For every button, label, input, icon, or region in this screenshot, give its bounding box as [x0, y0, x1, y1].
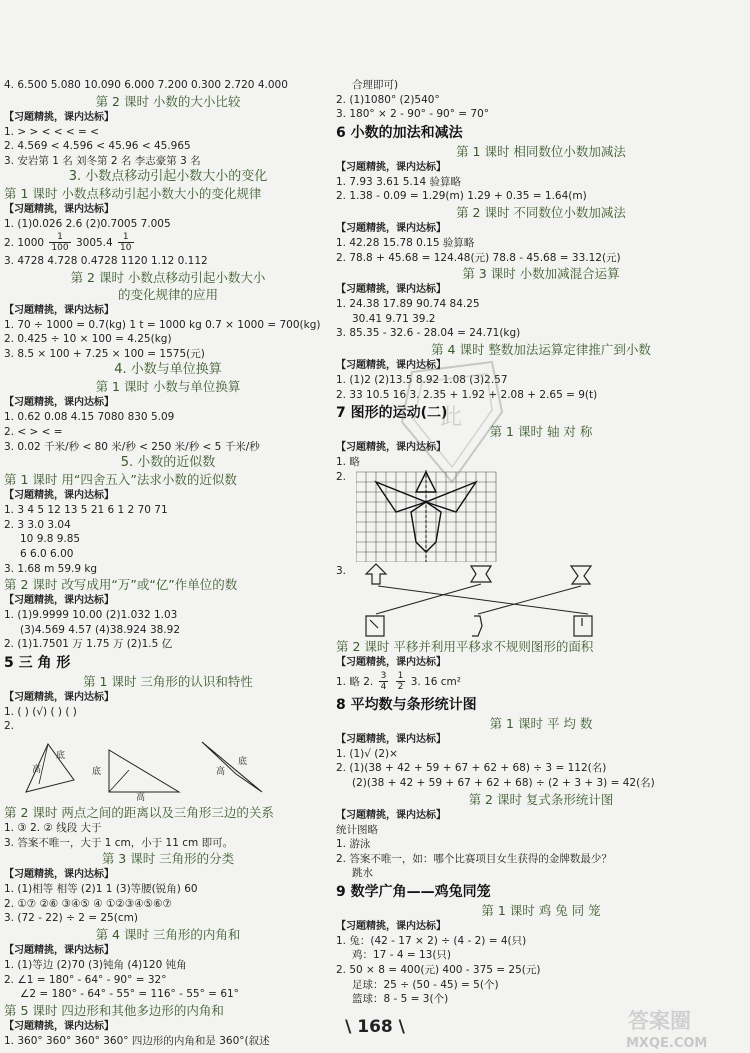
answer-line: 3. 8.5 × 100 + 7.25 × 100 = 1575(元) — [4, 347, 205, 360]
question-number: 3. — [336, 564, 347, 577]
lesson-heading: 第 1 课时 小数点移动引起小数大小的变化规律 — [4, 186, 262, 202]
lesson-heading: 第 1 课时 三角形的认识和特性 — [83, 673, 253, 689]
answer-line: 4. 6.500 5.080 10.090 6.000 7.200 0.300 2.720 4.000 — [4, 79, 288, 91]
section-heading: 4. 小数与单位换算 — [114, 362, 222, 378]
match-line-3 — [478, 586, 581, 614]
answer-line: 3. 4728 4.728 0.4728 1120 1.12 0.112 — [4, 254, 208, 267]
answer-line: 1. 360° 360° 360° 360° 四边形的内角和是 360°(叙述 — [4, 1034, 270, 1047]
answer-line: (3)4.569 4.57 (4)38.924 38.92 — [20, 623, 180, 636]
faded-stamp-graphic — [392, 352, 512, 492]
answer-line: 1. (1)相等 相等 (2)1 1 (3)等腰(锐角) 60 — [4, 883, 198, 896]
section-heading: 5. 小数的近似数 — [120, 455, 216, 471]
triangle-label: 高 — [216, 767, 226, 778]
answer-line: 3. 0.02 千米/秒 < 80 米/秒 < 250 米/秒 < 5 千米/秒 — [4, 440, 260, 453]
match-line-1 — [378, 586, 588, 614]
exercise-tag: 【习题精挑，课内达标】 — [4, 1020, 114, 1032]
lesson-heading: 第 3 课时 小数加减混合运算 — [462, 266, 620, 282]
answer-line: 1. 兔：(42 - 17 × 2) ÷ (4 - 2) = 4(只) — [336, 934, 527, 947]
answer-text: 2. 1000 — [4, 236, 45, 249]
exercise-tag: 【习题精挑，课内达标】 — [4, 945, 114, 957]
answer-line: 1. 游泳 — [336, 838, 371, 851]
watermark-url: MXQE.COM — [626, 1036, 708, 1051]
section-heading: 3. 小数点移动引起小数大小的变化 — [68, 169, 268, 185]
answer-line: 合理即可) — [352, 79, 399, 91]
answer-line: 鸡：17 - 4 = 13(只) — [352, 949, 452, 962]
answer-line: 2. 1.38 - 0.09 = 1.29(m) 1.29 + 0.35 = 1.64(m) — [336, 190, 587, 203]
answer-line: 2. < > < = — [4, 425, 63, 438]
fraction — [379, 671, 389, 692]
answer-line: 1. ( ) (√) ( ) ( ) — [4, 705, 77, 718]
chapter-heading: 9 数学广角——鸡兔同笼 — [336, 883, 491, 900]
exercise-tag: 【习题精挑，课内达标】 — [4, 490, 114, 502]
height-line-1 — [39, 744, 48, 784]
exercise-tag: 【习题精挑，课内达标】 — [336, 920, 446, 932]
lesson-heading: 第 5 课时 四边形和其他多边形的内角和 — [4, 1002, 224, 1018]
answer-line: 1. 42.28 15.78 0.15 验算略 — [336, 236, 475, 249]
answer-line: 1. 24.38 17.89 90.74 84.25 — [336, 298, 480, 311]
watermark-text: 答案圈 — [628, 1009, 691, 1033]
answer-line: 2. 78.8 + 45.68 = 124.48(元) 78.8 - 45.68 = 33.12(元) — [336, 251, 621, 264]
exercise-tag: 【习题精挑，课内达标】 — [336, 222, 446, 234]
height-line-2 — [109, 770, 129, 792]
top-shape-3 — [571, 566, 591, 584]
fraction-denominator: 10 — [120, 243, 132, 254]
lesson-heading: 第 2 课时 两点之间的距离以及三角形三边的关系 — [4, 805, 274, 821]
lesson-heading: 第 1 课时 用“四舍五入”法求小数的近似数 — [4, 472, 237, 488]
answer-line: 6 6.0 6.00 — [20, 547, 74, 560]
chapter-heading: 5 三 角 形 — [4, 654, 71, 671]
chapter-heading: 7 图形的运动(二) — [336, 405, 448, 422]
fraction-denominator: 4 — [380, 682, 387, 693]
stamp-text: 此 — [440, 405, 463, 430]
answer-line: 2. ①⑦ ②⑥ ③④⑤ ④ ①②③④⑤⑥⑦ — [4, 897, 172, 910]
top-shape-1 — [366, 564, 386, 584]
exercise-tag: 【习题精挑，课内达标】 — [336, 656, 446, 668]
fraction-numerator: 3 — [380, 671, 387, 682]
answer-line: 3. 安岩第 1 名 刘冬第 2 名 李志豪第 3 名 — [4, 154, 201, 167]
answer-line: 3. (72 - 22) ÷ 2 = 25(cm) — [4, 912, 138, 925]
lesson-heading: 第 1 课时 鸡 兔 同 笼 — [481, 902, 601, 918]
match-line-2 — [376, 584, 481, 614]
answer-line: 2. ∠1 = 180° - 64° - 90° = 32° — [4, 973, 167, 986]
matching-question — [336, 562, 746, 638]
answer-line: (2)(38 + 42 + 59 + 67 + 62 + 68) ÷ (2 + 3 + 3) = 42(名) — [352, 776, 655, 789]
answer-line: 30.41 9.71 39.2 — [352, 312, 436, 325]
answer-line: 2. 答案不唯一，如：哪个比赛项目女生获得的金牌数最少？ — [336, 852, 612, 865]
matching-figure — [356, 562, 616, 638]
answer-line: 1. 70 ÷ 1000 = 0.7(kg) 1 t = 1000 kg 0.7 × 1000 = 700(kg) — [4, 318, 321, 331]
answer-text: 1. 略 2. — [336, 675, 374, 688]
answer-line — [336, 670, 746, 694]
triangle-2 — [109, 750, 179, 792]
question-number: 2. — [336, 470, 347, 483]
chapter-heading: 8 平均数与条形统计图 — [336, 696, 477, 713]
exercise-tag: 【习题精挑，课内达标】 — [336, 733, 446, 745]
answer-line: 2. 3 3.0 3.04 — [4, 518, 71, 531]
answer-line: 足球：25 ÷ (50 - 45) = 5(个) — [352, 978, 499, 991]
exercise-tag: 【习题精挑，课内达标】 — [4, 691, 114, 703]
exercise-tag: 【习题精挑，课内达标】 — [4, 397, 114, 409]
triangle-3 — [202, 742, 262, 792]
lesson-heading: 第 2 课时 小数点移动引起小数大小 — [70, 269, 266, 285]
triangle-label: 底 — [238, 757, 248, 768]
exercise-tag: 【习题精挑，课内达标】 — [336, 442, 446, 454]
answer-line: 2. — [4, 720, 15, 733]
bottom-shape-2 — [472, 616, 482, 636]
answer-text: 3. 16 cm² — [410, 675, 461, 688]
answer-line: 1. (1)0.026 2.6 (2)0.7005 7.005 — [4, 218, 171, 231]
page-number: \ 168 \ — [345, 1017, 405, 1037]
answer-line: 1. (1)2 (2)13.5 8.92 1.08 (3)2.57 — [336, 373, 508, 386]
chapter-heading: 6 小数的加法和减法 — [336, 124, 463, 141]
lesson-heading: 第 1 课时 平 均 数 — [489, 715, 593, 731]
answer-line: 1. > > < < < = < — [4, 125, 99, 138]
lesson-heading: 第 4 课时 整数加法运算定律推广到小数 — [431, 341, 651, 357]
answer-line: 1. 7.93 3.61 5.14 验算略 — [336, 175, 462, 188]
answer-line: 篮球：8 - 5 = 3(个) — [352, 993, 449, 1006]
fraction-denominator: 2 — [397, 682, 404, 693]
triangle-label: 高 — [136, 793, 146, 804]
answer-line: 2. (1)1.7501 万 1.75 万 (2)1.5 亿 — [4, 638, 173, 651]
answer-line — [4, 232, 332, 254]
lesson-heading: 第 2 课时 平移并利用平移求不规则图形的面积 — [336, 638, 594, 654]
answer-line: 3. 1.68 m 59.9 kg — [4, 562, 98, 575]
triangle-label: 底 — [92, 767, 102, 778]
lesson-heading: 第 3 课时 三角形的分类 — [101, 851, 235, 867]
fraction — [49, 232, 70, 253]
answer-line: 1. (1)√ (2)× — [336, 747, 398, 760]
exercise-tag: 【习题精挑，课内达标】 — [4, 111, 114, 123]
fraction-denominator: 100 — [51, 243, 69, 254]
lesson-heading: 第 1 课时 相同数位小数加减法 — [456, 143, 626, 159]
exercise-tag: 【习题精挑，课内达标】 — [4, 869, 114, 881]
fraction-numerator: 1 — [397, 671, 404, 682]
lesson-heading: 第 4 课时 三角形的内角和 — [95, 927, 241, 943]
lesson-heading: 的变化规律的应用 — [117, 286, 218, 302]
answer-line: 2. 0.425 ÷ 10 × 100 = 4.25(kg) — [4, 333, 172, 346]
lesson-heading: 第 1 课时 小数与单位换算 — [95, 379, 241, 395]
exercise-tag: 【习题精挑，课内达标】 — [4, 304, 114, 316]
triangles-figure — [4, 734, 304, 804]
exercise-tag: 【习题精挑，课内达标】 — [336, 284, 446, 296]
top-shape-2 — [471, 566, 491, 582]
answer-line: 2. 50 × 8 = 400(元) 400 - 375 = 25(元) — [336, 964, 541, 977]
answer-line: 2. (1)1080° (2)540° — [336, 93, 440, 106]
triangle-label: 底 — [56, 751, 66, 762]
lesson-heading: 第 1 课时 轴 对 称 — [489, 424, 593, 440]
fraction — [118, 232, 133, 253]
answer-line: 1. 略 — [336, 456, 360, 469]
answer-line: 2. 4.569 < 4.596 < 45.96 < 45.965 — [4, 140, 191, 153]
right-column — [336, 78, 746, 1007]
triangle-label: 高 — [32, 765, 42, 776]
fraction-numerator: 1 — [49, 232, 70, 243]
answer-line: 3. 答案不唯一，大于 1 cm，小于 11 cm 即可。 — [4, 836, 234, 849]
answer-line: ∠2 = 180° - 64° - 55° = 116° - 55° = 61° — [20, 988, 239, 1001]
answer-line: 1. 0.62 0.08 4.15 7080 830 5.09 — [4, 411, 175, 424]
fraction — [396, 671, 406, 692]
lesson-heading: 第 2 课时 复式条形统计图 — [468, 791, 614, 807]
answer-line: 3. 180° × 2 - 90° - 90° = 70° — [336, 108, 490, 121]
exercise-tag: 【习题精挑，课内达标】 — [4, 595, 114, 607]
lesson-heading: 第 2 课时 不同数位小数加减法 — [456, 204, 626, 220]
bottom-shape-3 — [574, 616, 592, 636]
bottom-shape-1 — [366, 616, 384, 636]
answer-line: 跳水 — [352, 867, 373, 880]
answer-line: 统计图略 — [336, 823, 378, 836]
exercise-tag: 【习题精挑，课内达标】 — [336, 161, 446, 173]
answer-line: 2. 33 10.5 16 3. 2.35 + 1.92 + 2.08 + 2.65 = 9(t) — [336, 388, 598, 401]
left-column — [4, 78, 332, 1048]
answer-line: 3. 85.35 - 32.6 - 28.04 = 24.71(kg) — [336, 327, 521, 340]
lesson-heading: 第 2 课时 小数的大小比较 — [95, 93, 241, 109]
exercise-tag: 【习题精挑，课内达标】 — [336, 359, 446, 371]
answer-line: 1. (1)9.9999 10.00 (2)1.032 1.03 — [4, 609, 178, 622]
lesson-heading: 第 2 课时 改写成用“万”或“亿”作单位的数 — [4, 577, 238, 593]
exercise-tag: 【习题精挑，课内达标】 — [336, 809, 446, 821]
fraction-numerator: 1 — [118, 232, 133, 243]
exercise-tag: 【习题精挑，课内达标】 — [4, 204, 114, 216]
answer-line: 10 9.8 9.85 — [20, 533, 81, 546]
answer-line: 2. (1)(38 + 42 + 59 + 67 + 62 + 68) ÷ 3 = 112(名) — [336, 762, 607, 775]
answer-text: 3005.4 — [75, 236, 113, 249]
answer-line: 1. 3 4 5 12 13 5 21 6 1 2 70 71 — [4, 504, 168, 517]
answer-line: 1. ③ 2. ② 线段 大于 — [4, 822, 102, 835]
answer-line: 1. (1)等边 (2)70 (3)钝角 (4)120 钝角 — [4, 959, 187, 972]
